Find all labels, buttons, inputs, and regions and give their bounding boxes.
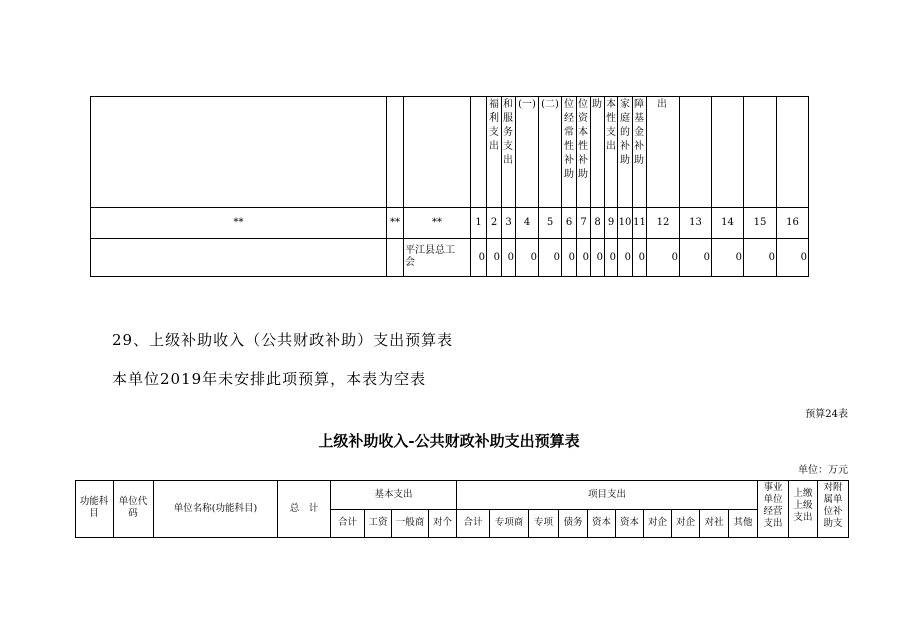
unit-name-cell: 平江县总工会 (405, 245, 455, 268)
header-col-4: (一) (518, 99, 536, 110)
value-cell: 0 (530, 252, 537, 263)
unit-label: 单位：万元 (798, 465, 848, 476)
index-num: 16 (786, 217, 799, 228)
value-cell: 0 (507, 252, 514, 263)
value-cell: 0 (735, 252, 742, 263)
index-num: 12 (656, 217, 670, 228)
index-num: 1 (475, 217, 482, 228)
basic-sub-header: 一般商 (395, 517, 425, 528)
index-num: 13 (689, 217, 702, 228)
header-col-9: 本性支出 (606, 99, 616, 152)
value-cell: 0 (800, 252, 807, 263)
header-col-11: 障基金补助 (634, 99, 644, 166)
header-col-10: 家庭的补助 (620, 99, 630, 166)
table-title: 上级补助收入-公共财政补助支出预算表 (318, 432, 580, 450)
project-sub-header: 专项 (533, 517, 553, 528)
value-cell: 0 (638, 252, 645, 263)
value-cell: 0 (624, 252, 631, 263)
index-num: 4 (523, 217, 531, 228)
index-cell-code: ** (390, 217, 400, 228)
index-num: 14 (721, 217, 734, 228)
project-sub-header: 对企 (675, 517, 695, 528)
header-col-8: 助 (592, 99, 602, 110)
project-sub-header: 合计 (463, 517, 483, 528)
value-cell: 0 (609, 252, 616, 263)
project-sub-header: 对社 (704, 517, 724, 528)
header-col-5: (二) (541, 99, 559, 110)
project-sub-header: 专项商 (494, 517, 524, 528)
index-num: 15 (753, 217, 767, 228)
index-num: 10 (618, 217, 632, 228)
value-cell: 0 (768, 252, 775, 263)
value-cell: 0 (671, 252, 678, 263)
project-sub-header: 对企 (647, 517, 667, 528)
header-func-code: 功能科目 (79, 496, 109, 519)
project-sub-header: 资本 (591, 517, 611, 528)
header-affiliated: 对附属单位补助支 (823, 482, 843, 529)
value-cell: 0 (478, 252, 485, 263)
basic-sub-header: 对个 (432, 517, 452, 528)
index-num: 11 (633, 217, 646, 228)
index-num: 8 (594, 217, 601, 228)
header-project: 项目支出 (587, 489, 626, 500)
header-upper: 上缴上级支出 (793, 488, 813, 523)
header-unit-name: 单位名称(功能科目) (173, 503, 258, 514)
index-cell-unit: ** (432, 217, 442, 228)
table-number: 预算24表 (805, 409, 848, 420)
header-unit-code: 单位代码 (118, 496, 148, 519)
index-num: 9 (607, 217, 615, 228)
index-num: 5 (546, 217, 554, 228)
header-basic: 基本支出 (374, 489, 413, 500)
project-sub-header: 资本 (619, 517, 639, 528)
project-sub-header: 其他 (733, 517, 753, 528)
index-cell-name: ** (233, 217, 244, 228)
basic-sub-header: 工资 (368, 517, 388, 528)
index-num: 7 (580, 217, 587, 228)
value-cell: 0 (703, 252, 710, 263)
value-cell: 0 (596, 252, 603, 263)
header-col-6: 位经常性补助 (564, 99, 574, 180)
header-col-2: 福利支出 (489, 99, 499, 152)
header-col-12: 出 (657, 99, 667, 110)
header-col-3: 和服务支出 (503, 99, 513, 166)
value-cell: 0 (493, 252, 500, 263)
header-total: 总 计 (289, 503, 319, 514)
value-cell: 0 (568, 252, 575, 263)
project-sub-header: 债务 (563, 517, 583, 528)
basic-sub-header: 合计 (337, 517, 357, 528)
index-num: 2 (490, 217, 498, 228)
value-cell: 0 (582, 252, 589, 263)
section-heading: 29、上级补助收入（公共财政补助）支出预算表 (112, 331, 454, 349)
value-cell: 0 (553, 252, 560, 263)
index-num: 6 (565, 217, 573, 228)
header-business: 事业单位经营支出 (763, 482, 783, 529)
header-col-7: 位资本性补助 (578, 99, 588, 180)
index-num: 3 (505, 217, 512, 228)
section-note: 本单位2019年未安排此项预算，本表为空表 (112, 370, 427, 388)
